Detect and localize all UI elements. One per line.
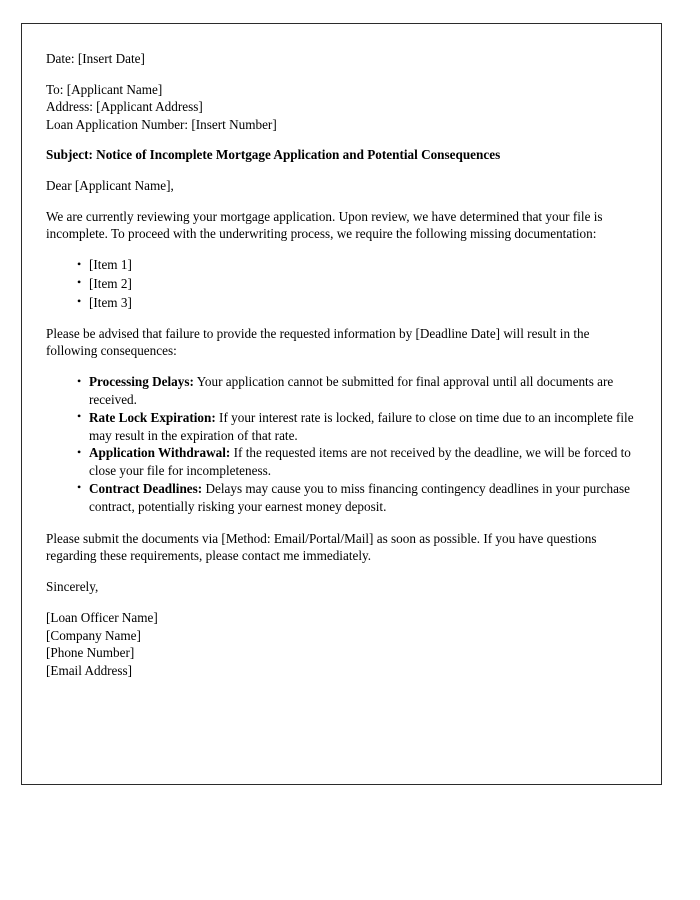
letter-body — [46, 50, 637, 680]
consequence-lead: Application Withdrawal: — [89, 445, 231, 461]
consequence-text: If the requested items are not received by the deadline, we will be forced to close your file for incompleteness. — [89, 445, 631, 479]
consequence-item — [77, 480, 637, 516]
missing-document-item — [77, 275, 637, 293]
salutation: Dear [Applicant Name], — [46, 177, 174, 193]
signature-email-address: [Email Address] — [46, 663, 133, 679]
loan-application-number-line: Loan Application Number: [Insert Number] — [46, 116, 277, 132]
subject-line: Subject: Notice of Incomplete Mortgage Application and Potential Consequences — [46, 147, 501, 163]
missing-documents-list — [46, 256, 637, 311]
consequence-lead: Contract Deadlines: — [89, 480, 203, 496]
missing-document-item — [77, 294, 637, 312]
missing-document-label: [Item 2] — [89, 275, 132, 291]
consequence-text: Delays may cause you to miss financing contingency deadlines in your purchase contract, potentially risking your earnest money deposit. — [89, 480, 630, 514]
missing-document-item — [77, 256, 637, 274]
date-line: Date: [Insert Date] — [46, 51, 145, 66]
recipient-address-line: Address: [Applicant Address] — [46, 99, 203, 115]
consequence-text: If your interest rate is locked, failure to close on time due to an incomplete file may result in the expiration of that rate. — [89, 409, 634, 443]
closing-paragraph: Please submit the documents via [Method: Email/Portal/Mail] as soon as possible. If you have questions regarding these requirements, please contact me immediately. — [46, 530, 597, 564]
consequence-text: Your application cannot be submitted for final approval until all documents are received. — [89, 374, 614, 407]
date-block — [46, 50, 637, 68]
signature-company-name: [Company Name] — [46, 627, 141, 643]
missing-document-label: [Item 1] — [89, 257, 132, 273]
recipient-to-line: To: [Applicant Name] — [46, 81, 163, 97]
signature-officer-name: [Loan Officer Name] — [46, 609, 158, 625]
letter-page — [21, 23, 662, 785]
deadline-paragraph: Please be advised that failure to provide the requested information by [Deadline Date] will result in the following consequences: — [46, 325, 590, 359]
intro-paragraph: We are currently reviewing your mortgage application. Upon review, we have determined that your file is incomplete. To proceed with the underwriting process, we require the following missing documentation: — [46, 208, 603, 242]
consequence-lead: Processing Delays: — [89, 374, 194, 390]
consequences-list — [46, 373, 637, 515]
missing-document-label: [Item 3] — [89, 294, 132, 310]
signoff: Sincerely, — [46, 579, 99, 595]
consequence-item — [77, 444, 637, 480]
recipient-block — [46, 81, 637, 134]
signature-block — [46, 609, 637, 680]
consequence-lead: Rate Lock Expiration: — [89, 409, 216, 425]
consequence-item — [77, 373, 637, 409]
consequence-item — [77, 409, 637, 445]
signature-phone-number: [Phone Number] — [46, 645, 135, 661]
